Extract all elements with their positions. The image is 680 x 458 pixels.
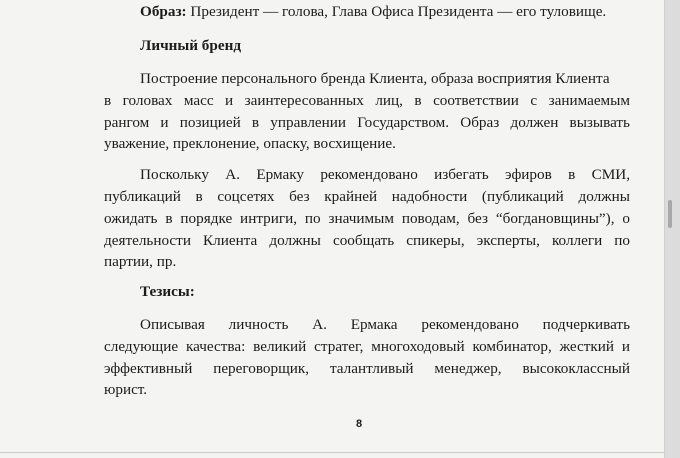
image-text: Президент — голова, Глава Офиса Президента — его туловище. [186, 3, 607, 20]
image-label: Образ: [140, 3, 187, 20]
paragraph1-line: рангом и позицией в управлении Государством. Образ должен вызывать [104, 114, 630, 131]
paragraph1-line: в головах масс и заинтересованных лиц, в соответствии с занимаемым [104, 92, 630, 109]
theses-line: юрист. [104, 381, 148, 398]
theses-line: эффективный переговорщик, талантливый менеджер, высококлассный [104, 360, 630, 377]
theses-line: Описывая личность А. Ермака рекомендовано подчеркивать [140, 316, 630, 333]
page-edge [664, 0, 680, 458]
theses-line: следующие качества: великий стратег, многоходовый комбинатор, жесткий и [104, 338, 630, 355]
paragraph1-line: уважение, преклонение, опаску, восхищение. [104, 135, 396, 152]
scrollbar-thumb[interactable] [668, 200, 672, 228]
theses-heading: Тезисы: [140, 283, 195, 300]
paragraph2-line: партии, пр. [104, 253, 177, 270]
paragraph2-line: деятельности Клиента должны сообщать спикеры, эксперты, коллеги по [104, 232, 630, 249]
paragraph2-line: ожидать в порядке интриги, по значимым поводам, без “богдановщины”), о [104, 210, 630, 227]
image-line [140, 1, 606, 23]
page-bottom-divider [0, 452, 664, 453]
paragraph2-line: Поскольку А. Ермаку рекомендовано избегать эфиров в СМИ, [140, 166, 630, 183]
page-number: 8 [356, 418, 363, 430]
paragraph1-line: Построение персонального бренда Клиента, образа восприятия Клиента [140, 70, 610, 87]
personal-brand-heading: Личный бренд [140, 37, 242, 54]
paragraph2-line: публикаций в соцсетях без крайней надобности (публикаций должны [104, 188, 630, 205]
